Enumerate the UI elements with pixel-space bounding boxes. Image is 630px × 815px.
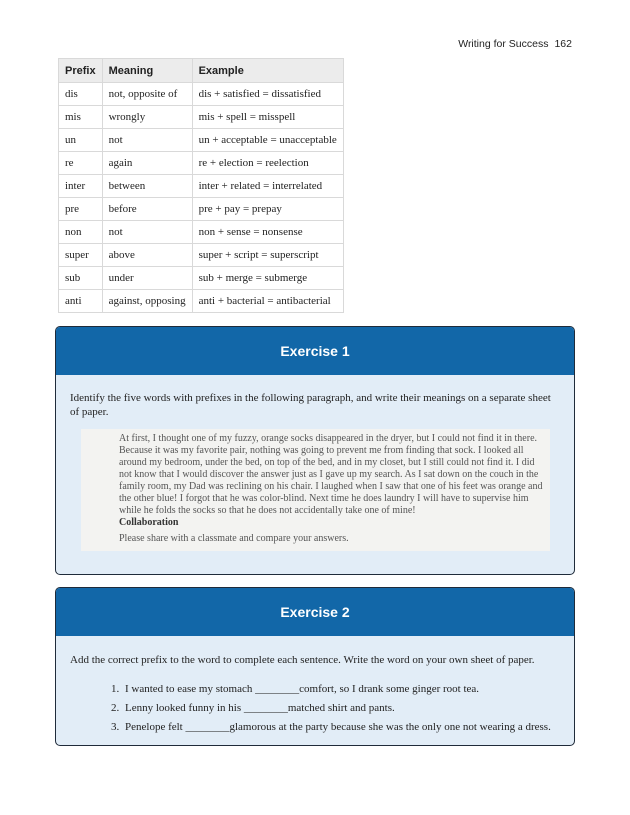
exercise-1-box <box>55 326 575 575</box>
example-cell: re + election = reelection <box>192 152 343 175</box>
list-item: 2. Lenny looked funny in his ________matched shirt and pants. <box>122 699 574 718</box>
example-cell: super + script = superscript <box>192 244 343 267</box>
table-row <box>59 244 344 267</box>
prefix-cell: un <box>59 129 103 152</box>
exercise-2-instructions: Add the correct prefix to the word to complete each sentence. Write the word on your own sheet of paper. <box>70 654 535 666</box>
page-header <box>458 38 572 50</box>
meaning-cell: not <box>102 221 192 244</box>
prefix-cell: anti <box>59 290 103 313</box>
prefix-table <box>58 58 344 313</box>
prefix-cell: mis <box>59 106 103 129</box>
table-row <box>59 175 344 198</box>
example-cell: anti + bacterial = antibacterial <box>192 290 343 313</box>
table-header-row <box>59 59 344 83</box>
meaning-cell: against, opposing <box>102 290 192 313</box>
table-row <box>59 106 344 129</box>
prefix-cell: super <box>59 244 103 267</box>
column-header-prefix: Prefix <box>59 59 103 83</box>
paragraph-box <box>81 429 550 551</box>
prefix-cell: sub <box>59 267 103 290</box>
example-cell: non + sense = nonsense <box>192 221 343 244</box>
exercise-2-title: Exercise 2 <box>56 588 574 636</box>
table-row <box>59 267 344 290</box>
prefix-cell: pre <box>59 198 103 221</box>
meaning-cell: between <box>102 175 192 198</box>
collaboration-title: Collaboration <box>119 517 179 528</box>
meaning-cell: wrongly <box>102 106 192 129</box>
meaning-cell: above <box>102 244 192 267</box>
book-title: Writing for Success <box>458 38 549 50</box>
prefix-cell: dis <box>59 83 103 106</box>
exercise-2-box <box>55 587 575 746</box>
exercise-1-title: Exercise 1 <box>56 327 574 375</box>
example-cell: pre + pay = prepay <box>192 198 343 221</box>
example-cell: inter + related = interrelated <box>192 175 343 198</box>
meaning-cell: not, opposite of <box>102 83 192 106</box>
collaboration-text: Please share with a classmate and compare your answers. <box>119 533 349 544</box>
example-cell: sub + merge = submerge <box>192 267 343 290</box>
prefix-cell: re <box>59 152 103 175</box>
exercise-1-instructions: Identify the five words with prefixes in the following paragraph, and write their meanings on a separate sheet of paper. <box>70 392 551 418</box>
column-header-example: Example <box>192 59 343 83</box>
table-row <box>59 221 344 244</box>
example-cell: dis + satisfied = dissatisfied <box>192 83 343 106</box>
meaning-cell: not <box>102 129 192 152</box>
list-item: 1. I wanted to ease my stomach ________comfort, so I drank some ginger root tea. <box>122 680 574 699</box>
column-header-meaning: Meaning <box>102 59 192 83</box>
table-row <box>59 83 344 106</box>
table-row <box>59 152 344 175</box>
page-number: 162 <box>554 38 572 50</box>
prefix-cell: inter <box>59 175 103 198</box>
table-row <box>59 290 344 313</box>
example-cell: mis + spell = misspell <box>192 106 343 129</box>
list-item: 3. Penelope felt ________glamorous at the party because she was the only one not wearing a dress. <box>122 718 574 737</box>
meaning-cell: before <box>102 198 192 221</box>
prefix-cell: non <box>59 221 103 244</box>
table-row <box>59 198 344 221</box>
exercise-paragraph: At first, I thought one of my fuzzy, orange socks disappeared in the dryer, but I could not find it in there. Because it was my favorite pair, nothing was going to prevent me from finding that sock. I looked all around my bedroom, under the bed, on top of the bed, and in my closet, but I still could not find it. I did not know that I would discover the answer just as I gave up my search. As I sat down on the couch in the family room, my Dad was reclining on his chair. I laughed when I saw that one of his feet was orange and the other blue! I forgot that he was color-blind. Next time he does laundry I will have to supervise him while he folds the socks so that he does not accidentally take one of mine! <box>119 433 543 516</box>
table-row <box>59 129 344 152</box>
meaning-cell: under <box>102 267 192 290</box>
sentence-list <box>122 680 574 737</box>
example-cell: un + acceptable = unacceptable <box>192 129 343 152</box>
meaning-cell: again <box>102 152 192 175</box>
